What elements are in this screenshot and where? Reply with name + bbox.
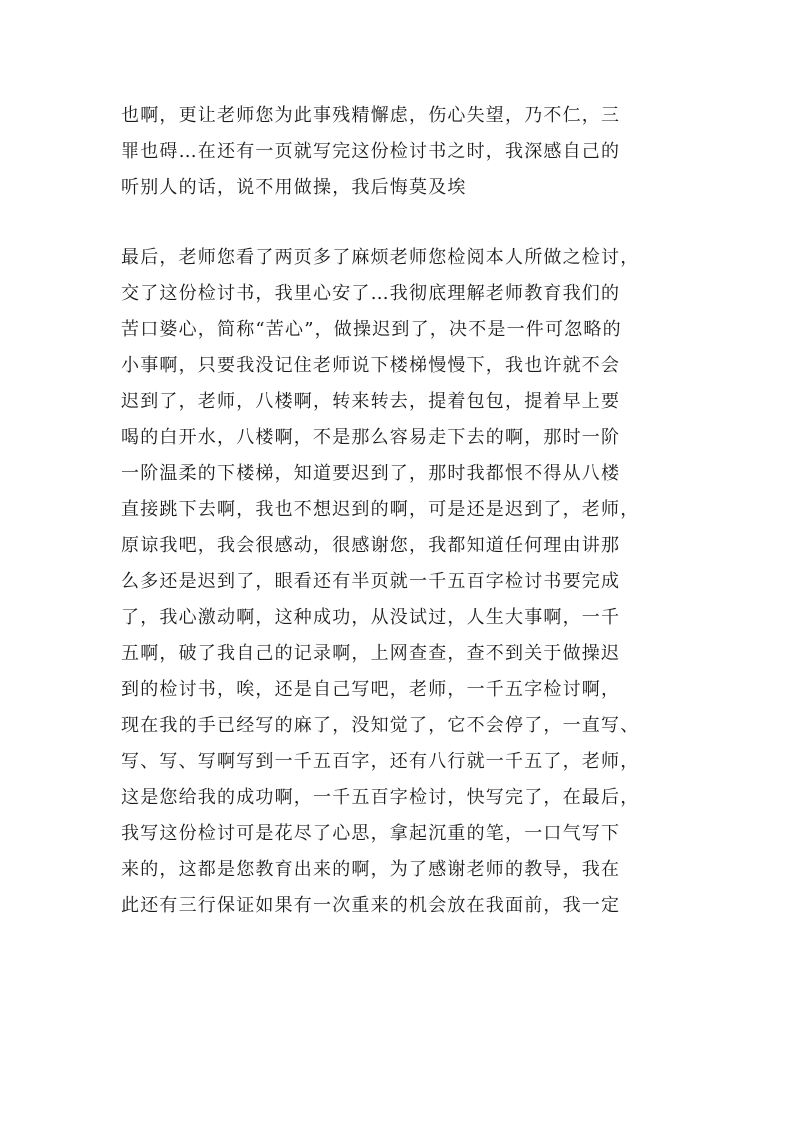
text-line: 现在我的手已经写的麻了，没知觉了，它不会停了，一直写、: [121, 715, 640, 736]
text-line: 直接跳下去啊，我也不想迟到的啊，可是还是迟到了，老师，: [121, 499, 640, 520]
text-line: 这是您给我的成功啊，一千五百字检讨，快写完了，在最后，: [121, 787, 640, 808]
text-line: 写、写、写啊写到一千五百字，还有八行就一千五了，老师，: [121, 751, 640, 772]
text-line: 迟到了，老师，八楼啊，转来转去，提着包包，提着早上要: [121, 391, 621, 412]
text-line: 我写这份检讨可是花尽了心思，拿起沉重的笔，一口气写下: [121, 823, 621, 844]
text-line: 交了这份检讨书，我里心安了…我彻底理解老师教育我们的: [121, 283, 621, 304]
text-line: 罪也碍…在还有一页就写完这份检讨书之时，我深感自己的: [121, 141, 621, 162]
text-line: 喝的白开水，八楼啊，不是那么容易走下去的啊，那时一阶: [121, 427, 621, 448]
text-line: 苦口婆心，简称“苦心”，做操迟到了，决不是一件可忽略的: [121, 319, 622, 340]
paragraph-conclusion: [121, 240, 681, 924]
paragraph-continuation: [121, 98, 681, 206]
text-line: 原谅我吧，我会很感动，很感谢您，我都知道任何理由讲那: [121, 535, 621, 556]
text-line: 来的，这都是您教育出来的啊，为了感谢老师的教导，我在: [121, 859, 621, 880]
text-line: 听别人的话，说不用做操，我后悔莫及埃: [121, 177, 467, 198]
text-line: 最后，老师您看了两页多了麻烦老师您检阅本人所做之检讨，: [121, 247, 640, 268]
text-line: 了，我心激动啊，这种成功，从没试过，人生大事啊，一千: [121, 607, 621, 628]
text-line: 五啊，破了我自己的记录啊，上网查查，查不到关于做操迟: [121, 643, 621, 664]
text-line: 此还有三行保证如果有一次重来的机会放在我面前，我一定: [121, 895, 621, 916]
text-line: 也啊，更让老师您为此事残精懈虑，伤心失望，乃不仁，三: [121, 105, 621, 126]
text-line: 么多还是迟到了，眼看还有半页就一千五百字检讨书要完成: [121, 571, 621, 592]
text-line: 到的检讨书，唉，还是自己写吧，老师，一千五字检讨啊，: [121, 679, 621, 700]
text-line: 一阶温柔的下楼梯，知道要迟到了，那时我都恨不得从八楼: [121, 463, 621, 484]
text-line: 小事啊，只要我没记住老师说下楼梯慢慢下，我也许就不会: [121, 355, 621, 376]
